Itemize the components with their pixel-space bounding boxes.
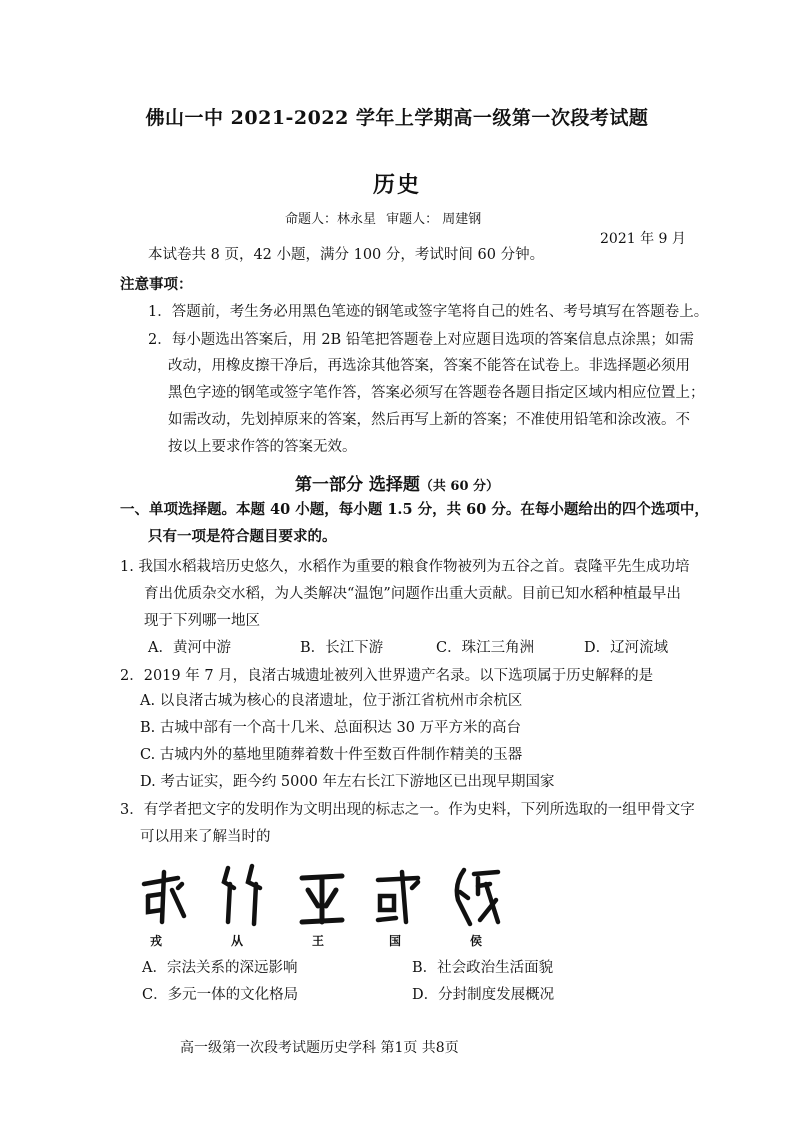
glyph-label: 国 xyxy=(389,934,402,948)
exam-date: 2021 年 9 月 xyxy=(600,231,686,247)
note-line: 1．答题前，考生务必用黑色笔迹的钢笔或签字笔将自己的姓名、考号填写在答题卷上。 xyxy=(148,304,709,320)
note-line: 黑色字迹的钢笔或签字笔作答，答案必须写在答题卷各题目指定区域内相应位置上； xyxy=(168,385,705,401)
oracle-glyph-rong xyxy=(138,866,190,928)
q3-option-a: A．宗法关系的深远影响 xyxy=(142,960,298,976)
oracle-glyph-hou xyxy=(450,864,506,928)
oracle-glyph-cong xyxy=(216,862,270,928)
section-score: （共 60 分） xyxy=(419,479,500,494)
q3-line: 可以用来了解当时的 xyxy=(140,829,271,845)
notes-heading: 注意事项： xyxy=(120,276,193,293)
part-instruction: 一、单项选择题。本题 40 小题，每小题 1.5 分，共 60 分。在每小题给出的四个选项中， xyxy=(120,501,709,518)
reviewer: 审题人： 周建钢 xyxy=(386,212,482,227)
oracle-glyph-wang xyxy=(296,866,348,928)
q2-option-b: B. 古城中部有一个高十几米、总面积达 30 万平方米的高台 xyxy=(140,720,522,736)
q1-option-a: A．黄河中游 xyxy=(148,640,231,656)
setter: 命题人：林永星 xyxy=(285,212,377,227)
oracle-glyph-guo xyxy=(372,866,424,928)
glyph-label: 侯 xyxy=(470,934,483,948)
glyph-label: 戎 xyxy=(150,934,163,948)
page-footer: 高一级第一次段考试题历史学科 第1页 共8页 xyxy=(180,1040,459,1056)
subject-title: 历史 xyxy=(372,172,421,198)
note-line: 按以上要求作答的答案无效。 xyxy=(168,439,357,455)
part-instruction: 只有一项是符合题目要求的。 xyxy=(148,528,337,545)
q3-line: 3．有学者把文字的发明作为文明出现的标志之一。作为史料，下列所选取的一组甲骨文字 xyxy=(120,802,695,818)
q2-option-a: A. 以良渚古城为核心的良渚遗址，位于浙江省杭州市余杭区 xyxy=(140,693,523,709)
q1-option-c: C．珠江三角洲 xyxy=(436,640,535,656)
exam-title: 佛山一中 2021-2022 学年上学期高一级第一次段考试题 xyxy=(145,107,649,129)
authors-line xyxy=(285,208,487,227)
q2-option-c: C. 古城内外的墓地里随葬着数十件至数百件制作精美的玉器 xyxy=(140,747,523,763)
q3-option-b: B．社会政治生活面貌 xyxy=(412,960,554,976)
q1-options xyxy=(148,638,668,658)
q1-line: 现于下列哪一地区 xyxy=(144,613,260,629)
section-title xyxy=(0,470,794,495)
q2-option-d: D. 考古证实，距今约 5000 年左右长江下游地区已出现早期国家 xyxy=(140,774,555,790)
q2-stem: 2．2019 年 7 月，良渚古城遗址被列入世界遗产名录。以下选项属于历史解释的是 xyxy=(120,668,654,684)
q1-line: 1. 我国水稻栽培历史悠久，水稻作为重要的粮食作物被列为五谷之首。袁隆平先生成功培 xyxy=(120,559,690,575)
section-name: 第一部分 选择题 xyxy=(294,475,420,495)
note-line: 如需改动，先划掉原来的答案，然后再写上新的答案；不准使用铅笔和涂改液。不 xyxy=(168,412,690,428)
glyph-label: 从 xyxy=(231,934,244,948)
intro-text: 本试卷共 8 页，42 小题，满分 100 分，考试时间 60 分钟。 xyxy=(148,247,545,263)
q1-option-b: B．长江下游 xyxy=(300,640,384,656)
glyph-label: 王 xyxy=(312,934,325,948)
note-line: 改动，用橡皮擦干净后，再选涂其他答案，答案不能答在试卷上。非选择题必须用 xyxy=(168,358,690,374)
note-line: 2．每小题选出答案后，用 2B 铅笔把答题卷上对应题目选项的答案信息点涂黑；如需 xyxy=(148,332,694,348)
q1-option-d: D．辽河流域 xyxy=(584,640,669,656)
q3-option-d: D．分封制度发展概况 xyxy=(412,987,555,1003)
q3-option-c: C．多元一体的文化格局 xyxy=(142,987,299,1003)
q1-line: 育出优质杂交水稻，为人类解决“温饱”问题作出重大贡献。目前已知水稻种植最早出 xyxy=(144,586,681,602)
